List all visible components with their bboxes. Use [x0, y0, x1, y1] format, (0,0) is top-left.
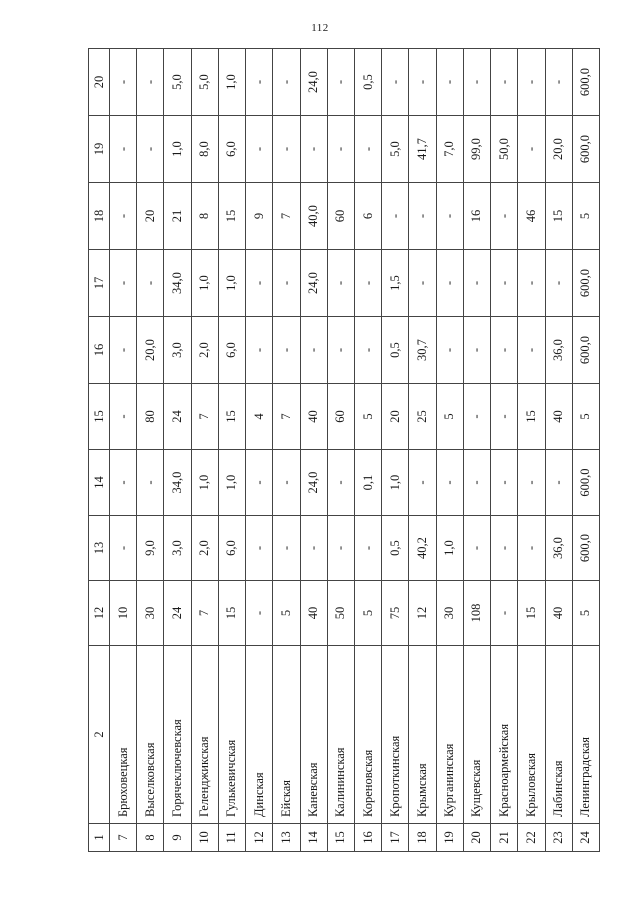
value-cell: -: [463, 49, 490, 116]
value-cell: -: [110, 450, 137, 516]
value-cell: -: [545, 450, 572, 516]
value-cell: 5,0: [191, 49, 218, 116]
value-cell: -: [463, 250, 490, 317]
value-cell: 1,0: [218, 250, 245, 317]
value-cell: 50: [327, 581, 354, 646]
table-row: [518, 49, 545, 852]
value-cell: -: [273, 516, 300, 581]
rotated-table-container: [88, 49, 600, 852]
district-name-cell: Кореновская: [354, 646, 381, 824]
row-number-cell: 18: [409, 824, 436, 852]
value-cell: 20,0: [545, 116, 572, 183]
value-cell: 600,0: [572, 317, 599, 384]
district-name-cell: Курганинская: [436, 646, 463, 824]
value-cell: -: [354, 317, 381, 384]
value-cell: -: [273, 49, 300, 116]
value-cell: 30: [436, 581, 463, 646]
table-row: [572, 49, 599, 852]
value-cell: 600,0: [572, 516, 599, 581]
data-table: [88, 48, 600, 852]
value-cell: 34,0: [164, 450, 191, 516]
value-cell: -: [273, 116, 300, 183]
district-name-cell: Горячеключевская: [164, 646, 191, 824]
value-cell: 20,0: [137, 317, 164, 384]
value-cell: 10: [110, 581, 137, 646]
district-name-cell: Кущевская: [463, 646, 490, 824]
value-cell: 34,0: [164, 250, 191, 317]
value-cell: -: [246, 49, 273, 116]
table-header-row: [89, 49, 110, 852]
district-name-cell: Ленинградская: [572, 646, 599, 824]
value-cell: -: [436, 49, 463, 116]
value-cell: 600,0: [572, 250, 599, 317]
value-cell: 40: [545, 384, 572, 450]
table-row: [218, 49, 245, 852]
value-cell: 108: [463, 581, 490, 646]
district-name-cell: Брюховецкая: [110, 646, 137, 824]
value-cell: 1,0: [218, 450, 245, 516]
value-cell: -: [354, 516, 381, 581]
table-row: [273, 49, 300, 852]
value-cell: -: [545, 250, 572, 317]
value-cell: -: [491, 450, 518, 516]
column-header: 14: [89, 450, 110, 516]
value-cell: 15: [218, 183, 245, 250]
value-cell: -: [491, 317, 518, 384]
table-row: [491, 49, 518, 852]
column-header: 13: [89, 516, 110, 581]
row-number-cell: 11: [218, 824, 245, 852]
value-cell: 40: [545, 581, 572, 646]
row-number-cell: 21: [491, 824, 518, 852]
value-cell: -: [246, 450, 273, 516]
value-cell: -: [246, 516, 273, 581]
value-cell: -: [354, 250, 381, 317]
value-cell: -: [491, 250, 518, 317]
column-header: 20: [89, 49, 110, 116]
value-cell: 15: [518, 581, 545, 646]
value-cell: 6,0: [218, 516, 245, 581]
value-cell: -: [491, 384, 518, 450]
value-cell: 3,0: [164, 516, 191, 581]
value-cell: -: [273, 450, 300, 516]
value-cell: -: [137, 250, 164, 317]
row-number-cell: 13: [273, 824, 300, 852]
column-header: 1: [89, 824, 110, 852]
value-cell: -: [409, 183, 436, 250]
value-cell: 24: [164, 384, 191, 450]
value-cell: 5: [436, 384, 463, 450]
district-name-cell: Кропоткинская: [382, 646, 409, 824]
value-cell: 0,5: [382, 317, 409, 384]
value-cell: 2,0: [191, 516, 218, 581]
value-cell: 7: [273, 384, 300, 450]
value-cell: -: [327, 317, 354, 384]
value-cell: -: [327, 116, 354, 183]
value-cell: 40,2: [409, 516, 436, 581]
table-row: [382, 49, 409, 852]
district-name-cell: Каневская: [300, 646, 327, 824]
value-cell: 1,0: [164, 116, 191, 183]
value-cell: -: [137, 49, 164, 116]
value-cell: -: [545, 49, 572, 116]
value-cell: 6: [354, 183, 381, 250]
value-cell: -: [110, 317, 137, 384]
column-header: 17: [89, 250, 110, 317]
value-cell: -: [327, 250, 354, 317]
value-cell: 4: [246, 384, 273, 450]
table-row: [300, 49, 327, 852]
district-name-cell: Геленджикская: [191, 646, 218, 824]
table-row: [545, 49, 572, 852]
value-cell: 1,0: [436, 516, 463, 581]
row-number-cell: 14: [300, 824, 327, 852]
value-cell: 9: [246, 183, 273, 250]
value-cell: 40: [300, 384, 327, 450]
value-cell: 99,0: [463, 116, 490, 183]
value-cell: -: [409, 49, 436, 116]
value-cell: 7,0: [436, 116, 463, 183]
value-cell: 15: [518, 384, 545, 450]
value-cell: 1,0: [382, 450, 409, 516]
value-cell: 5,0: [164, 49, 191, 116]
value-cell: 1,0: [191, 250, 218, 317]
value-cell: -: [246, 116, 273, 183]
value-cell: -: [463, 516, 490, 581]
value-cell: 80: [137, 384, 164, 450]
value-cell: -: [491, 581, 518, 646]
row-number-cell: 20: [463, 824, 490, 852]
value-cell: -: [518, 116, 545, 183]
value-cell: -: [327, 516, 354, 581]
value-cell: -: [327, 49, 354, 116]
row-number-cell: 7: [110, 824, 137, 852]
value-cell: -: [246, 250, 273, 317]
value-cell: -: [436, 250, 463, 317]
table-row: [327, 49, 354, 852]
value-cell: -: [110, 49, 137, 116]
column-header: 2: [89, 646, 110, 824]
district-name-cell: Калининская: [327, 646, 354, 824]
row-number-cell: 17: [382, 824, 409, 852]
table-row: [164, 49, 191, 852]
value-cell: -: [300, 516, 327, 581]
column-header: 18: [89, 183, 110, 250]
value-cell: 24,0: [300, 250, 327, 317]
value-cell: -: [463, 317, 490, 384]
value-cell: -: [273, 250, 300, 317]
table-row: [110, 49, 137, 852]
value-cell: 600,0: [572, 49, 599, 116]
value-cell: -: [327, 450, 354, 516]
value-cell: 7: [191, 581, 218, 646]
row-number-cell: 23: [545, 824, 572, 852]
value-cell: -: [436, 450, 463, 516]
value-cell: 30,7: [409, 317, 436, 384]
table-row: [436, 49, 463, 852]
district-name-cell: Красноармейская: [491, 646, 518, 824]
value-cell: 0,1: [354, 450, 381, 516]
value-cell: -: [110, 116, 137, 183]
value-cell: 1,0: [191, 450, 218, 516]
value-cell: -: [436, 183, 463, 250]
value-cell: 12: [409, 581, 436, 646]
page-number: 112: [311, 22, 329, 34]
value-cell: 15: [218, 384, 245, 450]
value-cell: -: [354, 116, 381, 183]
row-number-cell: 12: [246, 824, 273, 852]
value-cell: 24,0: [300, 49, 327, 116]
value-cell: -: [518, 516, 545, 581]
value-cell: -: [463, 384, 490, 450]
value-cell: 5: [572, 384, 599, 450]
value-cell: 7: [273, 183, 300, 250]
column-header: 15: [89, 384, 110, 450]
table-row: [137, 49, 164, 852]
district-name-cell: Гулькевичская: [218, 646, 245, 824]
value-cell: 60: [327, 183, 354, 250]
value-cell: 1,0: [218, 49, 245, 116]
value-cell: 36,0: [545, 317, 572, 384]
value-cell: 8,0: [191, 116, 218, 183]
value-cell: 30: [137, 581, 164, 646]
value-cell: -: [409, 250, 436, 317]
value-cell: 46: [518, 183, 545, 250]
value-cell: 25: [409, 384, 436, 450]
row-number-cell: 22: [518, 824, 545, 852]
value-cell: 40: [300, 581, 327, 646]
value-cell: 8: [191, 183, 218, 250]
row-number-cell: 15: [327, 824, 354, 852]
value-cell: 5,0: [382, 116, 409, 183]
value-cell: 5: [572, 581, 599, 646]
value-cell: 24: [164, 581, 191, 646]
table-row: [354, 49, 381, 852]
value-cell: 50,0: [491, 116, 518, 183]
value-cell: -: [491, 49, 518, 116]
value-cell: -: [137, 450, 164, 516]
value-cell: -: [518, 49, 545, 116]
value-cell: -: [409, 450, 436, 516]
value-cell: 600,0: [572, 450, 599, 516]
value-cell: 15: [218, 581, 245, 646]
value-cell: 6,0: [218, 116, 245, 183]
value-cell: 2,0: [191, 317, 218, 384]
value-cell: -: [273, 317, 300, 384]
district-name-cell: Крымская: [409, 646, 436, 824]
value-cell: 1,5: [382, 250, 409, 317]
value-cell: -: [246, 581, 273, 646]
table-row: [191, 49, 218, 852]
row-number-cell: 16: [354, 824, 381, 852]
value-cell: 15: [545, 183, 572, 250]
district-name-cell: Крыловская: [518, 646, 545, 824]
value-cell: 36,0: [545, 516, 572, 581]
value-cell: -: [110, 516, 137, 581]
table-row: [246, 49, 273, 852]
value-cell: -: [246, 317, 273, 384]
value-cell: 0,5: [354, 49, 381, 116]
value-cell: 3,0: [164, 317, 191, 384]
value-cell: -: [518, 317, 545, 384]
column-header: 19: [89, 116, 110, 183]
district-name-cell: Ейская: [273, 646, 300, 824]
value-cell: -: [382, 183, 409, 250]
district-name-cell: Лабинская: [545, 646, 572, 824]
value-cell: 5: [354, 581, 381, 646]
value-cell: 75: [382, 581, 409, 646]
value-cell: -: [463, 450, 490, 516]
row-number-cell: 8: [137, 824, 164, 852]
value-cell: -: [300, 317, 327, 384]
value-cell: -: [300, 116, 327, 183]
value-cell: 9,0: [137, 516, 164, 581]
row-number-cell: 10: [191, 824, 218, 852]
value-cell: -: [436, 317, 463, 384]
district-name-cell: Выселковская: [137, 646, 164, 824]
value-cell: -: [518, 450, 545, 516]
row-number-cell: 24: [572, 824, 599, 852]
value-cell: -: [110, 183, 137, 250]
value-cell: -: [110, 250, 137, 317]
value-cell: 24,0: [300, 450, 327, 516]
column-header: 12: [89, 581, 110, 646]
value-cell: -: [110, 384, 137, 450]
value-cell: -: [382, 49, 409, 116]
value-cell: -: [137, 116, 164, 183]
value-cell: -: [491, 516, 518, 581]
column-header: 16: [89, 317, 110, 384]
value-cell: 600,0: [572, 116, 599, 183]
table-body: [110, 49, 600, 852]
value-cell: 5: [354, 384, 381, 450]
row-number-cell: 19: [436, 824, 463, 852]
value-cell: 5: [572, 183, 599, 250]
value-cell: 20: [137, 183, 164, 250]
value-cell: 60: [327, 384, 354, 450]
value-cell: 7: [191, 384, 218, 450]
table-row: [463, 49, 490, 852]
value-cell: 41,7: [409, 116, 436, 183]
row-number-cell: 9: [164, 824, 191, 852]
value-cell: -: [518, 250, 545, 317]
value-cell: 0,5: [382, 516, 409, 581]
value-cell: 20: [382, 384, 409, 450]
value-cell: 21: [164, 183, 191, 250]
district-name-cell: Динская: [246, 646, 273, 824]
value-cell: 40,0: [300, 183, 327, 250]
value-cell: 6,0: [218, 317, 245, 384]
value-cell: 16: [463, 183, 490, 250]
value-cell: 5: [273, 581, 300, 646]
value-cell: -: [491, 183, 518, 250]
table-row: [409, 49, 436, 852]
